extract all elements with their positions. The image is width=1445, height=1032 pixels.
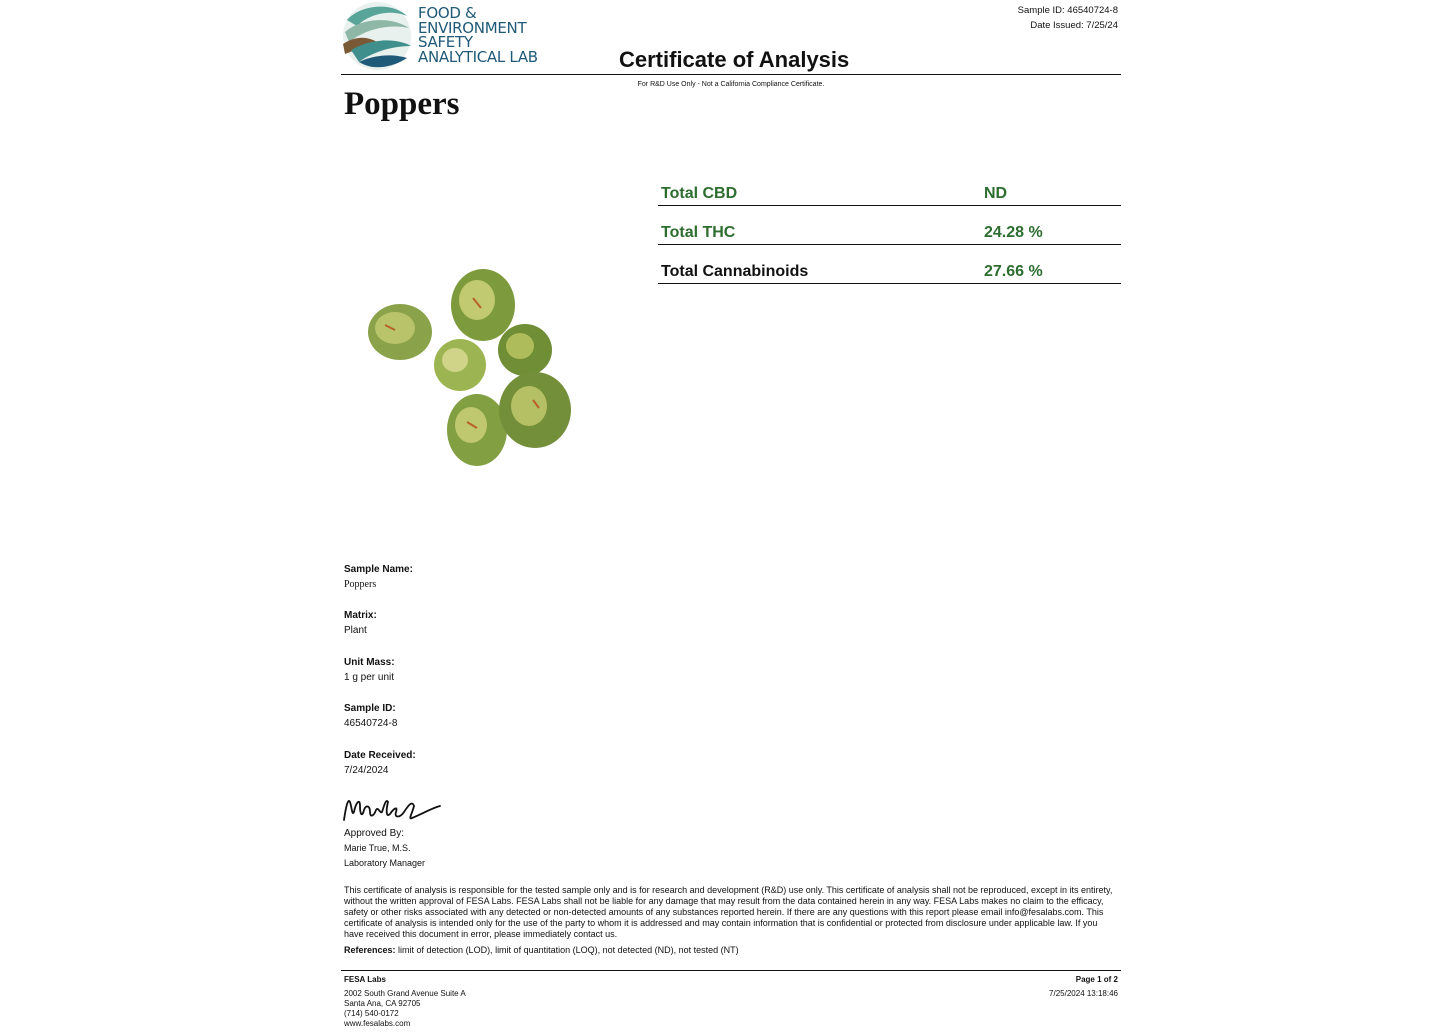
- footer-address-line: 2002 South Grand Avenue Suite A: [344, 989, 466, 998]
- summary-row-total: [658, 246, 1121, 284]
- page-number: Page 1 of 2: [1075, 975, 1118, 984]
- disclaimer-text: This certificate of analysis is responsible for the tested sample only and is for research and development (R&D) use only. This certificate of analysis shall not be reproduced, except in its entirety, without the written approval of FESA Labs. FESA Labs shall not be liable for any damage that may result from the data contained herein in any way. FESA Labs makes no claim to the efficacy, safety or other risks associated with any detected or non-detected amounts of any substances reported herein. If there are any questions with this report please email info@fesalabs.com. This certificate of analysis is intended only for the use of the party to whom it is addressed and may contain information that is confidential or protected from disclosure under applicable law. If you have received this document in error, please immediately contact us.: [344, 885, 1113, 939]
- header-sample-id: Sample ID: 46540724-8: [1017, 5, 1118, 16]
- cannabinoid-summary: [658, 168, 1121, 285]
- lab-logo-text: [418, 6, 538, 64]
- approved-by-label: Approved By:: [344, 828, 405, 839]
- logo-line-3: SAFETY: [418, 33, 473, 51]
- field-matrix: [344, 610, 377, 636]
- product-name: Poppers: [344, 86, 460, 122]
- product-photo: [355, 260, 585, 520]
- field-date-received: [344, 750, 416, 776]
- footer-company: FESA Labs: [344, 975, 386, 984]
- footer-timestamp: 7/25/2024 13:18:46: [1049, 989, 1118, 998]
- logo-line-4: ANALYTICAL LAB: [418, 47, 538, 66]
- summary-value: ND: [984, 185, 1008, 202]
- footer-website: www.fesalabs.com: [344, 1019, 411, 1028]
- summary-value: 27.66 %: [984, 263, 1043, 280]
- summary-value: 24.28 %: [984, 224, 1043, 241]
- references: [344, 945, 739, 955]
- footer-address: [344, 975, 466, 1029]
- field-unit-mass: [344, 657, 395, 683]
- field-value: 7/24/2024: [344, 765, 389, 776]
- field-label: Sample Name:: [344, 564, 413, 575]
- approver-title: Laboratory Manager: [344, 858, 426, 868]
- references-label: References:: [344, 945, 396, 955]
- footer-address-line: Santa Ana, CA 92705: [344, 999, 421, 1008]
- field-label: Unit Mass:: [344, 657, 395, 668]
- field-sample-id: [344, 703, 397, 729]
- field-value: Poppers: [344, 579, 377, 590]
- summary-label: Total Cannabinoids: [661, 263, 809, 280]
- header-meta: [1018, 3, 1118, 33]
- summary-row-cbd: [658, 168, 1121, 206]
- footer-phone: (714) 540-0172: [344, 1009, 399, 1018]
- page-title: Certificate of Analysis: [619, 47, 850, 72]
- header-date-issued: Date Issued: 7/25/24: [1030, 20, 1118, 31]
- approver-name: Marie True, M.S.: [344, 843, 411, 853]
- approval-block: [344, 826, 425, 871]
- field-value: 1 g per unit: [344, 672, 395, 683]
- logo-line-2: ENVIRONMENT: [418, 18, 527, 37]
- signature-icon: [342, 792, 442, 826]
- header-divider: [341, 74, 1121, 75]
- field-label: Date Received:: [344, 750, 416, 761]
- summary-label: Total THC: [661, 224, 736, 241]
- summary-row-thc: [658, 207, 1121, 245]
- summary-label: Total CBD: [661, 185, 738, 202]
- footer-page-info: [1049, 975, 1118, 999]
- logo-line-1: FOOD &: [418, 4, 477, 22]
- field-value: 46540724-8: [344, 718, 398, 729]
- field-sample-name: [344, 564, 413, 590]
- footer-divider: [341, 970, 1121, 971]
- field-label: Sample ID:: [344, 703, 396, 714]
- field-value: Plant: [344, 625, 367, 636]
- rd-note: For R&D Use Only - Not a California Compliance Certificate.: [637, 81, 825, 88]
- references-text: limit of detection (LOD), limit of quantitation (LOQ), not detected (ND), not tested (NT): [395, 945, 739, 955]
- field-label: Matrix:: [344, 610, 377, 621]
